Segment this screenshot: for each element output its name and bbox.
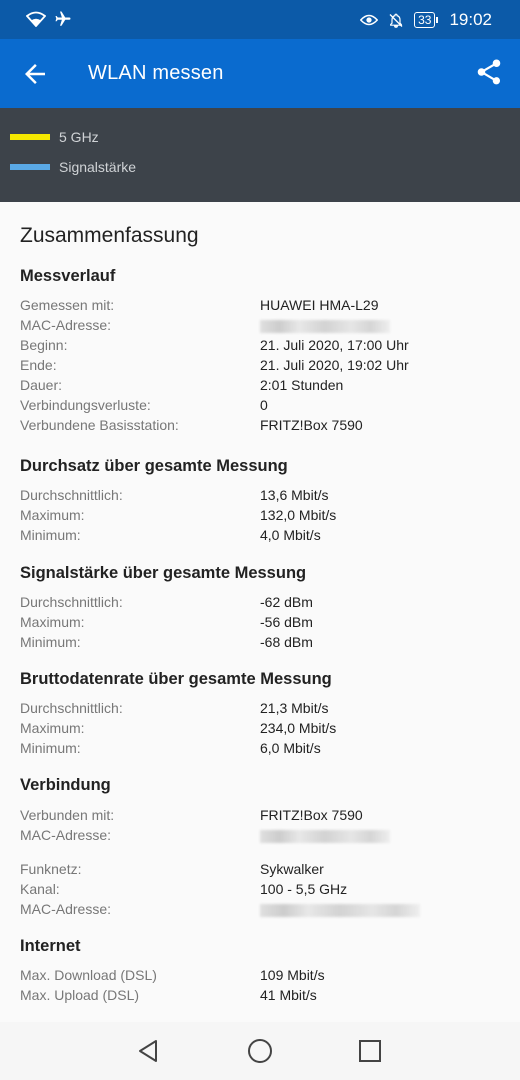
info-row	[20, 594, 500, 614]
row-value: 6,0 Mbit/s	[260, 740, 321, 756]
info-row	[20, 881, 500, 901]
section-heading-messverlauf: Messverlauf	[20, 267, 116, 285]
share-icon[interactable]	[474, 57, 504, 87]
legend-item-5ghz	[10, 129, 99, 145]
row-value: 132,0 Mbit/s	[260, 507, 337, 523]
row-label: MAC-Adresse:	[20, 827, 112, 843]
chart-legend	[0, 108, 520, 202]
eye-icon	[360, 13, 378, 27]
status-time: 19:02	[449, 10, 492, 29]
info-row	[20, 397, 500, 417]
section-heading-verbindung: Verbindung	[20, 776, 111, 794]
row-label: Durchschnittlich:	[20, 487, 123, 503]
row-label: Verbundene Basisstation:	[20, 417, 179, 433]
info-row	[20, 297, 500, 317]
legend-swatch-blue	[10, 164, 50, 170]
row-value: -62 dBm	[260, 594, 313, 610]
row-value: 109 Mbit/s	[260, 967, 325, 983]
row-value: 41 Mbit/s	[260, 987, 317, 1003]
row-label: Funknetz:	[20, 861, 82, 877]
legend-label: 5 GHz	[59, 129, 99, 145]
row-value: -56 dBm	[260, 614, 313, 630]
row-label: Durchschnittlich:	[20, 594, 123, 610]
row-label: Ende:	[20, 357, 57, 373]
mac-address-redacted	[260, 827, 390, 846]
info-row	[20, 967, 500, 987]
info-row	[20, 901, 500, 921]
row-value: 234,0 Mbit/s	[260, 720, 337, 736]
row-value: 4,0 Mbit/s	[260, 527, 321, 543]
notifications-off-icon	[388, 12, 404, 29]
row-value: 13,6 Mbit/s	[260, 487, 329, 503]
row-label: Max. Download (DSL)	[20, 967, 157, 983]
mac-address-redacted	[260, 317, 390, 336]
row-label: Gemessen mit:	[20, 297, 115, 313]
info-row	[20, 861, 500, 881]
info-row	[20, 720, 500, 740]
info-row	[20, 700, 500, 720]
row-label: MAC-Adresse:	[20, 901, 112, 917]
row-label: Durchschnittlich:	[20, 700, 123, 716]
section-heading-internet: Internet	[20, 937, 81, 955]
row-value: FRITZ!Box 7590	[260, 417, 363, 433]
row-value: 0	[260, 397, 268, 413]
row-label: Maximum:	[20, 507, 85, 523]
row-label: Beginn:	[20, 337, 68, 353]
nav-home-icon[interactable]	[246, 1037, 274, 1065]
info-row	[20, 337, 500, 357]
row-label: Minimum:	[20, 740, 81, 756]
section-heading-durchsatz: Durchsatz über gesamte Messung	[20, 457, 288, 475]
row-label: Maximum:	[20, 614, 85, 630]
airplane-mode-icon	[54, 10, 72, 28]
info-row	[20, 507, 500, 527]
info-row	[20, 987, 500, 1007]
row-value: 2:01 Stunden	[260, 377, 344, 393]
summary-card	[0, 202, 520, 1022]
row-label: Minimum:	[20, 527, 81, 543]
nav-recents-icon[interactable]	[356, 1037, 384, 1065]
system-navigation-bar	[0, 1022, 520, 1080]
app-bar	[0, 39, 520, 108]
section-heading-signal: Signalstärke über gesamte Messung	[20, 564, 307, 582]
info-row	[20, 377, 500, 397]
nav-back-icon[interactable]	[135, 1037, 163, 1065]
legend-label: Signalstärke	[59, 159, 137, 175]
info-row	[20, 527, 500, 547]
info-row	[20, 827, 500, 847]
battery-indicator: 33	[414, 12, 435, 28]
info-row	[20, 317, 500, 337]
info-row	[20, 357, 500, 377]
info-row	[20, 417, 500, 437]
info-row	[20, 634, 500, 654]
row-value: 100 - 5,5 GHz	[260, 881, 348, 897]
wifi-icon	[26, 11, 46, 27]
row-label: Kanal:	[20, 881, 60, 897]
row-value: 21. Juli 2020, 17:00 Uhr	[260, 337, 409, 353]
back-arrow-icon[interactable]	[20, 59, 50, 89]
status-bar	[0, 0, 520, 39]
row-value: FRITZ!Box 7590	[260, 807, 363, 823]
info-row	[20, 740, 500, 760]
legend-swatch-yellow	[10, 134, 50, 140]
row-label: MAC-Adresse:	[20, 317, 112, 333]
info-row	[20, 614, 500, 634]
info-row	[20, 807, 500, 827]
summary-title: Zusammenfassung	[20, 224, 199, 247]
row-label: Maximum:	[20, 720, 85, 736]
row-value: HUAWEI HMA-L29	[260, 297, 379, 313]
row-label: Max. Upload (DSL)	[20, 987, 140, 1003]
section-heading-brutto: Bruttodatenrate über gesamte Messung	[20, 670, 332, 688]
row-label: Dauer:	[20, 377, 63, 393]
row-value: Sykwalker	[260, 861, 324, 877]
info-row	[20, 487, 500, 507]
page-title: WLAN messen	[88, 62, 224, 84]
row-value: -68 dBm	[260, 634, 313, 650]
row-label: Minimum:	[20, 634, 81, 650]
row-value: 21. Juli 2020, 19:02 Uhr	[260, 357, 409, 373]
row-value: 21,3 Mbit/s	[260, 700, 329, 716]
mac-address-redacted	[260, 901, 420, 920]
row-label: Verbindungsverluste:	[20, 397, 151, 413]
row-label: Verbunden mit:	[20, 807, 115, 823]
legend-item-signal	[10, 159, 136, 175]
